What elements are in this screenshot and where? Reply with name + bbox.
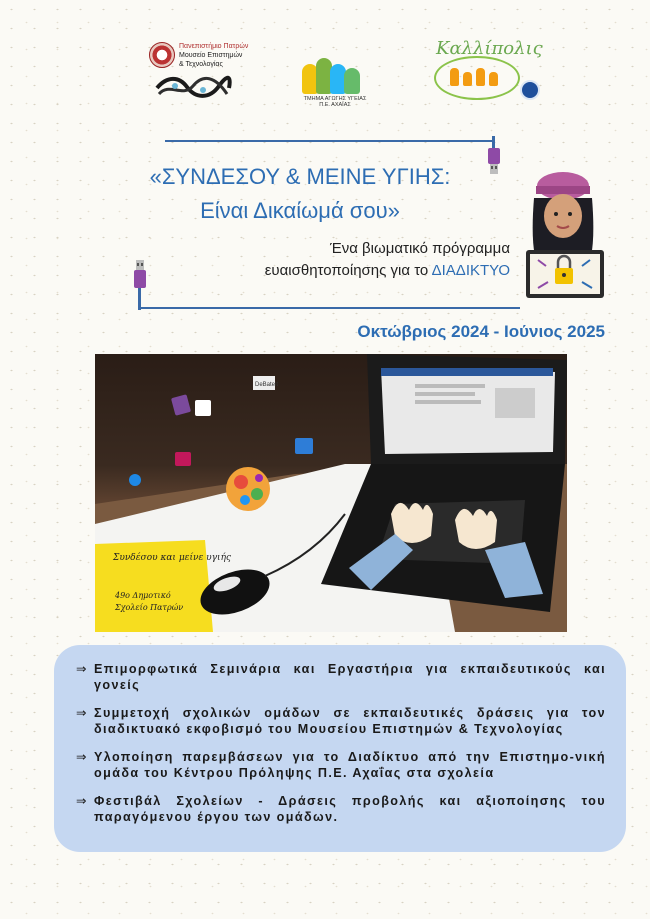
cable-line	[165, 140, 495, 142]
logo-wordmark: Καλλίπολις	[436, 38, 543, 59]
card-text: Συνδέσου και μείνε υγιής	[113, 553, 231, 563]
kallipolis-logo	[430, 34, 543, 98]
app-card-icon	[171, 394, 191, 416]
list-item	[76, 749, 606, 781]
instagram-card-icon	[175, 452, 191, 466]
card-text: 49ο Δημοτικό	[115, 591, 171, 600]
list-item	[76, 661, 606, 693]
card-text: Σχολείο Πατρών	[115, 603, 184, 612]
usb-plug-icon	[132, 260, 148, 310]
subtitle-line: Ένα βιωματικό πρόγραμμα	[329, 240, 510, 257]
list-item-text: Υλοποίηση παρεμβάσεων για το Διαδίκτυο από την Επιστημο-νική ομάδα του Κέντρου Πρόληψης Π.Ε. Αχαΐας στα σχολεία	[94, 750, 606, 780]
logo-text: Μουσείο Επιστημών	[179, 52, 243, 59]
person-icon	[463, 72, 472, 86]
app-card-icon	[295, 438, 313, 454]
title-line: Είναι Δικαίωμά σου»	[200, 198, 400, 223]
figure-icon	[344, 68, 360, 94]
page-title	[90, 160, 510, 228]
subtitle-highlight: ΔΙΑΔΙΚΤΥΟ	[431, 262, 510, 279]
logo-caption: Π.Ε. ΑΧΑΪΑΣ	[319, 102, 351, 108]
logo-text: & Τεχνολογίας	[179, 61, 223, 68]
list-item	[76, 705, 606, 737]
emblem-icon	[520, 80, 540, 100]
arrow-icon: ⇒	[76, 750, 87, 764]
logo-text: Πανεπιστήμιο Πατρών	[179, 43, 249, 50]
list-item-text: Επιμορφωτικά Σεμινάρια και Εργαστήρια για εκπαιδευτικούς και γονείς	[94, 662, 606, 692]
logo-caption: ΤΜΗΜΑ ΑΓΩΓΗΣ ΥΓΕΙΑΣ	[303, 96, 367, 102]
list-item-text: Συμμετοχή σχολικών ομάδων σε εκπαιδευτικές δράσεις για τον διαδικτυακό εκφοβισμό του Μουσείου Επιστημών & Τεχνολογίας	[94, 706, 606, 736]
arrow-icon: ⇒	[76, 662, 87, 676]
person-icon	[489, 72, 498, 86]
date-range: Οκτώβριος 2024 - Ιούνιος 2025	[357, 322, 605, 341]
arrow-icon: ⇒	[76, 794, 87, 808]
title-line: «ΣΥΝΔΕΣΟΥ & ΜΕΙΝΕ ΥΓΙΗΣ:	[149, 164, 451, 189]
person-icon	[450, 68, 459, 86]
subtitle-line: ευαισθητοποίησης για το	[264, 262, 432, 279]
university-seal-icon	[149, 42, 175, 68]
activities-list	[54, 645, 626, 825]
person-icon	[476, 68, 485, 86]
cable-knot-icon	[153, 74, 233, 100]
card-tag: DeBateit	[255, 382, 279, 388]
arrow-icon: ⇒	[76, 706, 87, 720]
list-item-text: Φεστιβάλ Σχολείων - Δράσεις προβολής και αξιοποίησης του παραγόμενου έργου των ομάδων.	[94, 794, 606, 824]
cable-line	[140, 307, 520, 309]
activities-panel	[54, 645, 626, 852]
classroom-photo	[95, 354, 567, 632]
list-item	[76, 793, 606, 825]
app-card-icon	[129, 474, 141, 486]
tiktok-card-icon	[195, 400, 211, 416]
girl-laptop-illustration	[508, 168, 618, 308]
health-education-logo	[300, 42, 367, 108]
subtitle	[182, 238, 510, 282]
museum-logo	[143, 38, 251, 102]
